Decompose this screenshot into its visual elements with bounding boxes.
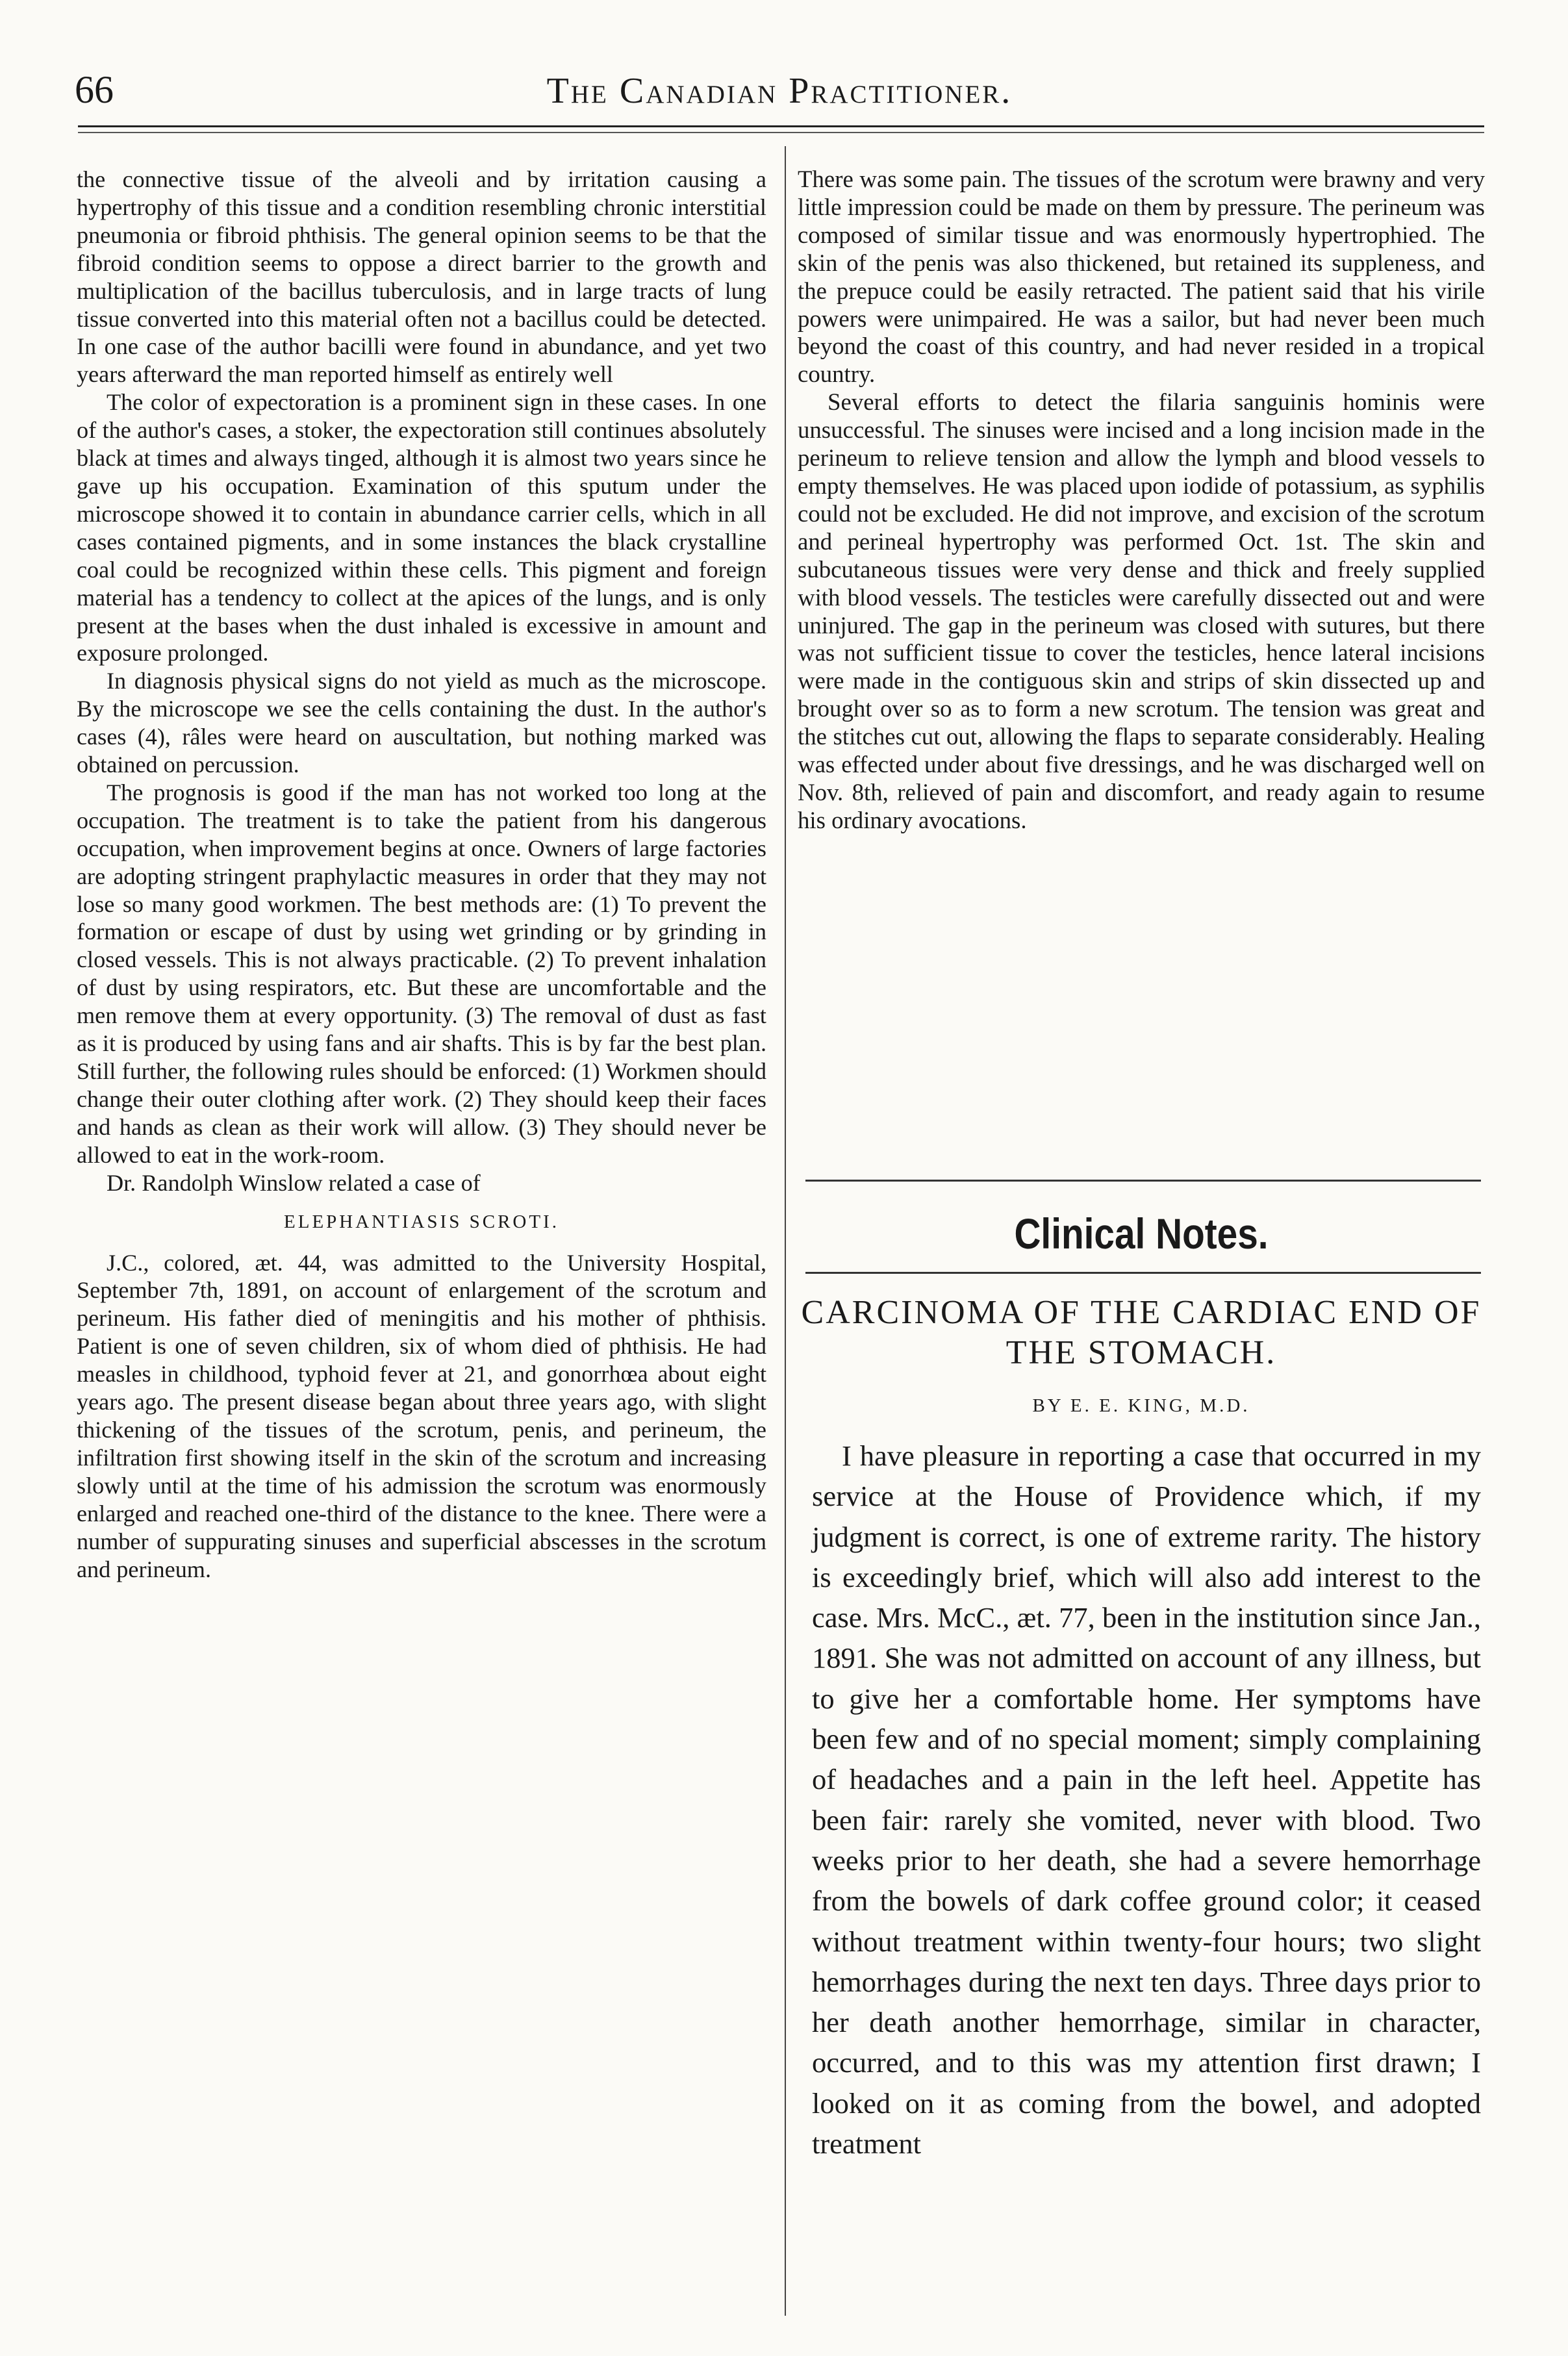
journal-title: The Canadian Practitioner. [546,71,1013,111]
article-paragraph: I have pleasure in reporting a case that occurred in my service at the House of Providence which, if my judgment is correct, is one of extreme rarity. The history is exceedingly brief, which will also add interest to the case. Mrs. McC., æt. 77, been in the institution since Jan., 1891. She was not admitted on account of any illness, but to give her a comfortable home. Her symptoms have been few and of no special moment; simply complaining of headaches and a pain in the left heel. Appetite has been fair: rarely she vomited, never with blood. Two weeks prior to her death, she had a severe hemorrhage from the bowels of dark coffee ground color; it ceased without treatment within twenty-four hours; two slight hemorrhages during the next ten days. Three days prior to her death another hemorrhage, similar in character, occurred, and to this was my attention first drawn; I looked on it as coming from the bowel, and adopted treatment [812,1439,1481,2160]
article-byline: BY E. E. KING, M.D. [1032,1395,1250,1416]
paragraph: In diagnosis physical signs do not yield as much as the microscope. By the microscope we see the cells containing the dust. In the author's cases (4), râles were heard on auscultation, but nothing marked was obtained on percussion. [77,668,766,778]
paragraph: the connective tissue of the alveoli and by irritation causing a hypertrophy of this tissue and a condition resembling chronic interstitial pneumonia or fibroid phthisis. The general opinion seems to be that the fibroid condition seems to oppose a direct barrier to the growth and multiplication of the bacillus tuberculosis, and in large tracts of lung tissue converted into this material often not a bacillus could be detected. In one case of the author bacilli were found in abundance, and yet two years afterward the man reported himself as entirely well [77,166,766,388]
case-heading: ELEPHANTIASIS SCROTI. [284,1211,559,1232]
page-number: 66 [75,68,114,111]
left-column [77,166,766,1583]
paragraph: Dr. Randolph Winslow related a case of [107,1169,481,1196]
section-title: Clinical Notes. [1014,1210,1269,1258]
section-rule [805,1180,1481,1182]
header-rule [78,125,1484,127]
right-column [798,166,1485,835]
paragraph: The prognosis is good if the man has not worked too long at the occupation. The treatment is to take the patient from his dangerous occupation, when improvement begins at once. Owners of large factories are adopting stringent praphylactic measures in order that they may not lose so many good workmen. The best methods are: (1) To prevent the formation or escape of dust by using wet grinding or by grinding in closed vessels. This is not always practicable. (2) To prevent inhalation of dust by using respirators, etc. But these are uncomfortable and the men remove them at every opportunity. (3) The removal of dust as fast as it is produced by using fans and air shafts. This is by far the best plan. Still further, the following rules should be enforced: (1) Workmen should change their outer clothing after work. (2) They should keep their faces and hands as clean as their work will allow. (3) They should never be allowed to eat in the work-room. [77,779,766,1168]
page-header [0,0,1568,149]
paragraph: The color of expectoration is a prominent sign in these cases. In one of the author's cases, a stoker, the expectoration still continues absolutely black at times and always tinged, although it is almost two years since he gave up his occupation. Examination of this sputum under the microscope showed it to contain in abundance carrier cells, which in all cases contained pigments, and in some instances the black crystalline coal could be recognized within these cells. This pigment and foreign material has a tendency to collect at the apices of the lungs, and is only present at the bases when the dust inhaled is excessive in amount and exposure prolonged. [77,389,766,666]
paragraph: Several efforts to detect the filaria sanguinis hominis were unsuccessful. The sinuses were incised and a long incision made in the perineum to relieve tension and allow the lymph and blood vessels to empty themselves. He was placed upon iodide of potassium, as syphilis could not be excluded. He did not improve, and excision of the scrotum and perineal hypertrophy was performed Oct. 1st. The skin and subcutaneous tissues were very dense and thick and freely supplied with blood vessels. The testicles were carefully dissected out and were uninjured. The gap in the perineum was closed with sutures, but there was not sufficient tissue to cover the testicles, hence lateral incisions were made in the contiguous skin and strips of skin dissected up and brought over so as to form a new scrotum. The tension was great and the stitches cut out, allowing the flaps to separate considerably. Healing was effected under about five dressings, and he was discharged well on Nov. 8th, relieved of pain and discomfort, and ready again to resume his ordinary avocations. [798,388,1485,833]
article-body [812,1436,1481,2164]
header-rule-secondary [78,132,1484,133]
paragraph: There was some pain. The tissues of the scrotum were brawny and very little impression could be made on them by pressure. The perineum was composed of similar tissue and was enormously hypertrophied. The skin of the penis was also thickened, but retained its suppleness, and the prepuce could be easily retracted. The patient said that his virile powers were unimpaired. He was a sailor, but had never been much beyond the coast of this country, and had never resided in a tropical country. [798,166,1486,388]
column-divider [785,146,786,2316]
case-paragraph: J.C., colored, æt. 44, was admitted to the University Hospital, September 7th, 1891, on account of enlargement of the scrotum and perineum. His father died of meningitis and his mother of phthisis. Patient is one of seven children, six of whom died of phthisis. He had measles in childhood, typhoid fever at 21, and gonorrhœa about eight years ago. The present disease began about three years ago, with slight thickening of the tissues of the scrotum, penis, and perineum, the infiltration first showing itself in the skin of the scrotum and increasing slowly until at the time of his admission the scrotum was enormously enlarged and reached one-third of the distance to the knee. There were a number of suppurating sinuses and superficial abscesses in the scrotum and perineum. [77,1249,766,1582]
section-rule-lower [805,1272,1481,1274]
article-title: CARCINOMA OF THE CARDIAC END OF THE STOMACH. [801,1294,1482,1371]
